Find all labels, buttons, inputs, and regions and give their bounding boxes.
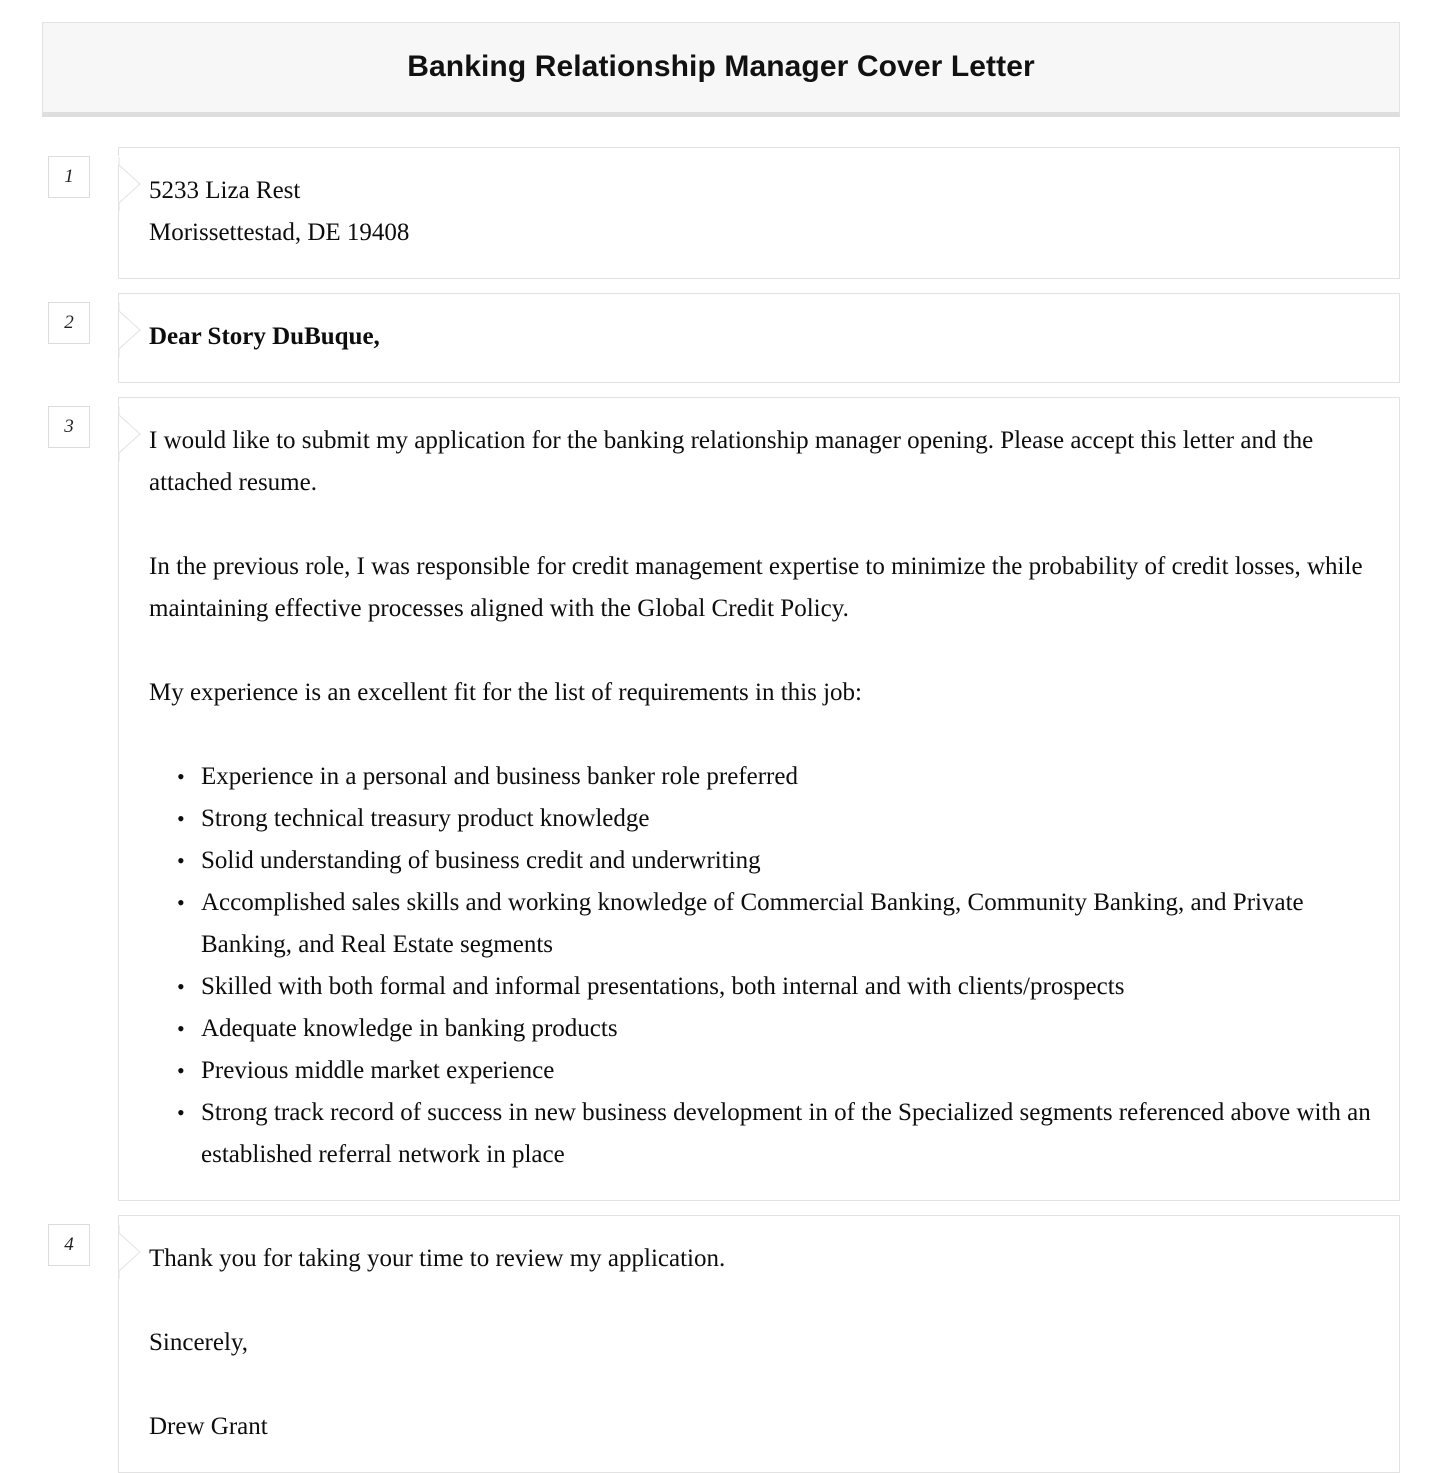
block-content[interactable] [118,147,1400,279]
spacer [149,1364,1373,1406]
block-number-badge: 2 [48,302,90,344]
block-content[interactable] [118,397,1400,1201]
block-content[interactable] [118,1215,1400,1473]
list-item: • Strong technical treasury product knowledge [201,798,1373,840]
body-paragraph-3: My experience is an excellent fit for the list of requirements in this job: [149,679,862,706]
notch-icon [118,1224,142,1280]
letter-block-closing [42,1215,1400,1473]
requirements-list [149,756,1373,1176]
letter-block-salutation [42,293,1400,383]
notch-icon [118,156,142,212]
document-header [42,22,1400,117]
thanks-text: Thank you for taking your time to review my application. [149,1245,726,1272]
list-item: • Accomplished sales skills and working knowledge of Commercial Banking, Community Banking, and Private Banking, and Real Estate segments [201,882,1373,966]
block-content[interactable] [118,293,1400,383]
notch-icon [118,406,142,462]
list-item: • Solid understanding of business credit and underwriting [201,840,1373,882]
address-line-2: Morissettestad, DE 19408 [149,219,410,246]
letter-block-body [42,397,1400,1201]
block-number-badge: 1 [48,156,90,198]
list-item: • Adequate knowledge in banking products [201,1008,1373,1050]
letter-block-address [42,147,1400,279]
salutation-text: Dear Story DuBuque, [149,323,380,350]
closing-text: Sincerely, [149,1329,249,1356]
list-item: • Skilled with both formal and informal presentations, both internal and with clients/prospects [201,966,1373,1008]
page-title: Banking Relationship Manager Cover Letter [407,50,1035,83]
block-number-badge: 4 [48,1224,90,1266]
notch-icon [118,302,142,358]
list-item: • Experience in a personal and business banker role preferred [201,756,1373,798]
list-item: • Strong track record of success in new business development in of the Specialized segments referenced above with an established referral network in place [201,1092,1373,1176]
block-number-badge: 3 [48,406,90,448]
letter-blocks [0,147,1440,1473]
body-paragraph-1: I would like to submit my application for the banking relationship manager opening. Please accept this letter and the attached resume. [149,427,1314,496]
body-paragraph-2: In the previous role, I was responsible for credit management expertise to minimize the probability of credit losses, while maintaining effective processes aligned with the Global Credit Policy. [149,553,1363,622]
address-line-1: 5233 Liza Rest [149,177,301,204]
signature-name: Drew Grant [149,1413,268,1440]
spacer [149,1280,1373,1322]
list-item: • Previous middle market experience [201,1050,1373,1092]
